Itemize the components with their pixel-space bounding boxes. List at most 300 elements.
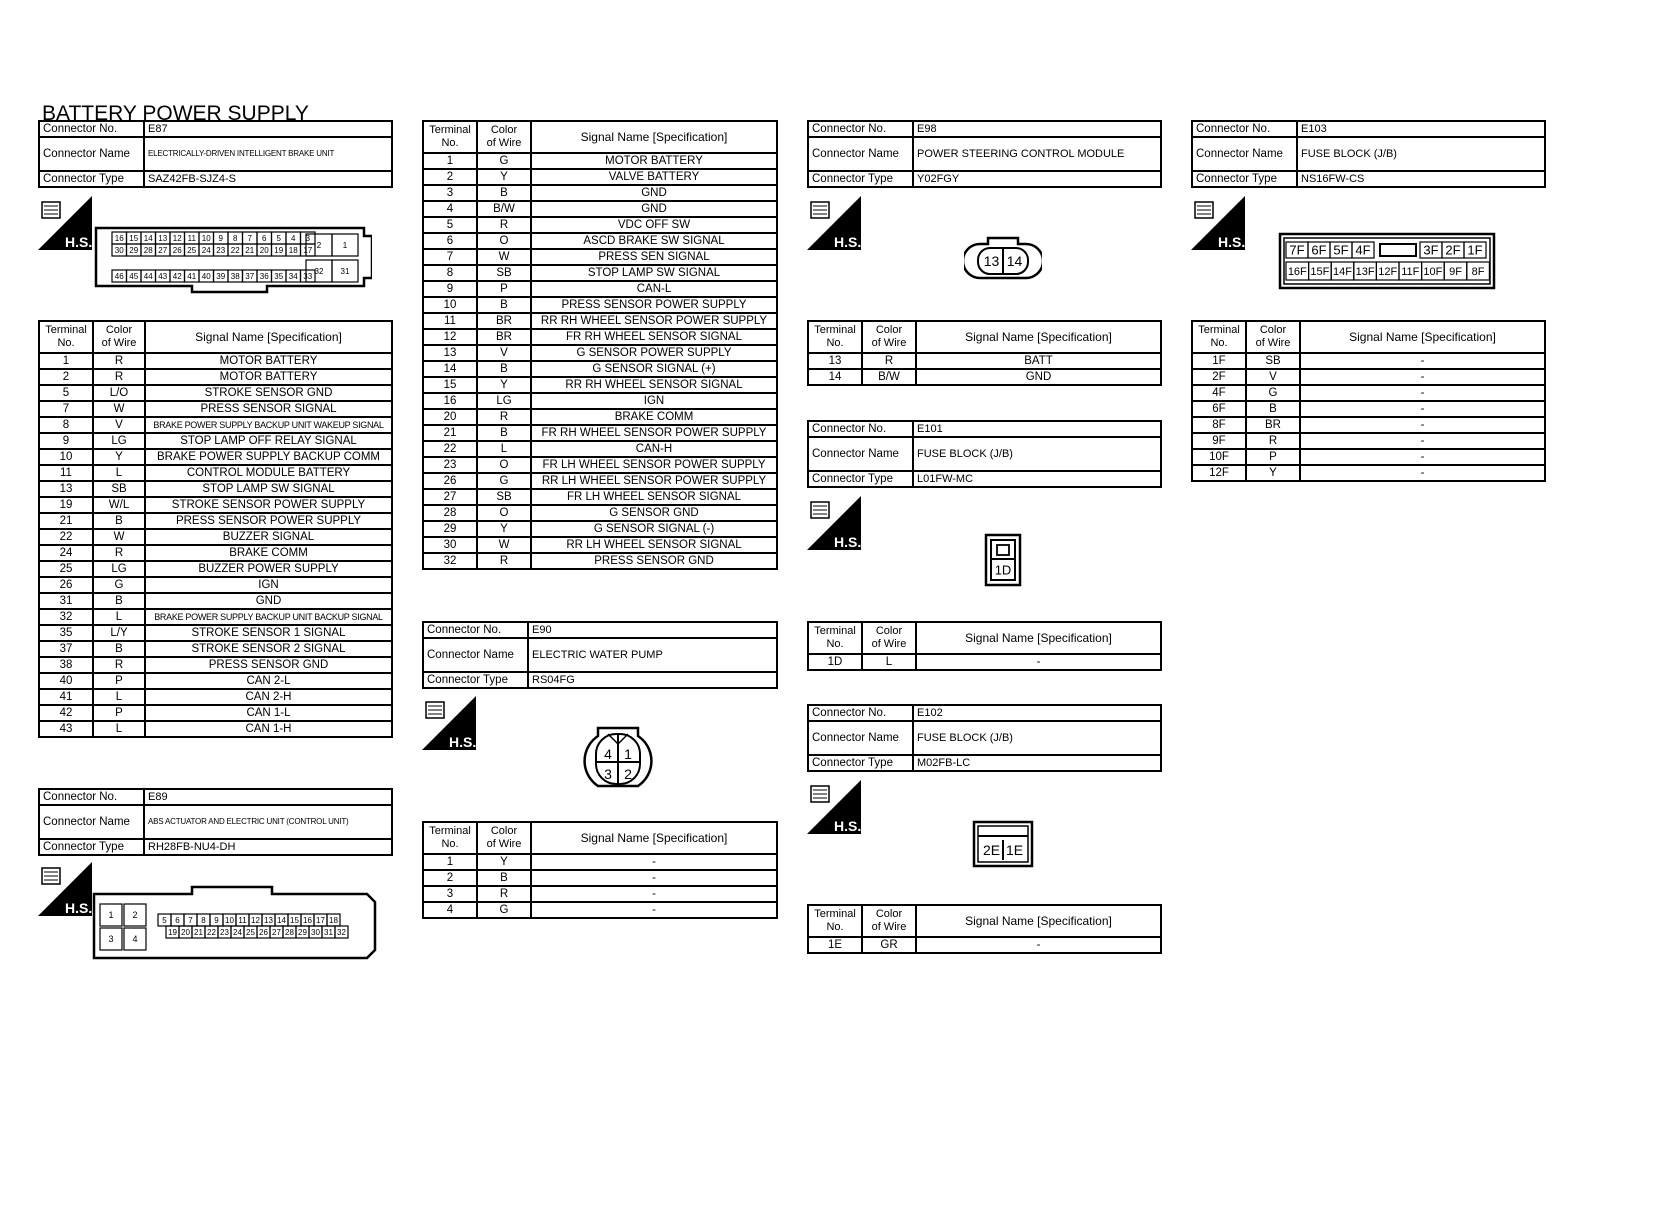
signal-name-cell: VDC OFF SW (531, 217, 777, 233)
pin-label: 21 (194, 927, 203, 937)
wire-color-cell: B (93, 513, 145, 529)
signal-name-cell: CAN-L (531, 281, 777, 297)
wire-color-cell: W/L (93, 497, 145, 513)
pin-label: 2 (624, 766, 632, 783)
hs-label: H.S. (834, 818, 861, 834)
wire-color-cell: L (477, 441, 531, 457)
terminal-no-cell: 15 (423, 377, 477, 393)
connector-no-label: Connector No. (39, 121, 144, 137)
terminal-header: Terminal No. (808, 321, 862, 353)
pin-label: 3F (1423, 242, 1439, 258)
table-row (1192, 433, 1545, 449)
signal-name-cell: RR RH WHEEL SENSOR SIGNAL (531, 377, 777, 393)
connector-no-value: E101 (913, 421, 1161, 437)
pin-label: 6 (175, 915, 180, 925)
terminal-no-cell: 23 (423, 457, 477, 473)
signal-name-cell: STOP LAMP SW SIGNAL (531, 265, 777, 281)
pin-label: 3 (305, 233, 310, 243)
table-row (39, 545, 392, 561)
connector-name-value: ABS ACTUATOR AND ELECTRIC UNIT (CONTROL UNIT) (144, 805, 392, 839)
signal-name-cell: CAN 1-L (145, 705, 392, 721)
hs-label: H.S. (1218, 234, 1245, 250)
connector-no-value: E90 (528, 622, 777, 638)
terminal-no-cell: 26 (39, 577, 93, 593)
terminal-no-cell: 11 (423, 313, 477, 329)
table-row (423, 553, 777, 569)
hs-label: H.S. (65, 900, 92, 916)
wire-color-cell: R (93, 657, 145, 673)
wire-color-cell: G (477, 473, 531, 489)
connector-no-label: Connector No. (423, 622, 528, 638)
table-row (1192, 401, 1545, 417)
wire-color-cell: G (93, 577, 145, 593)
pin-label: 1E (1005, 842, 1024, 859)
pin-label: 10 (201, 233, 211, 243)
terminal-no-cell: 10 (423, 297, 477, 313)
connector-name-value: FUSE BLOCK (J/B) (913, 721, 1161, 755)
terminal-no-cell: 27 (423, 489, 477, 505)
pin-label: 31 (340, 266, 350, 276)
signal-name-cell: CONTROL MODULE BATTERY (145, 465, 392, 481)
color-header: Color of Wire (862, 321, 916, 353)
signal-name-cell: BATT (916, 353, 1161, 369)
terminal-no-cell: 26 (423, 473, 477, 489)
signal-header: Signal Name [Specification] (1300, 321, 1545, 353)
terminal-header: Terminal No. (423, 822, 477, 854)
connector-info-e101 (807, 420, 1162, 488)
pin-label: 4 (291, 233, 296, 243)
wire-color-cell: P (1246, 449, 1300, 465)
wire-color-cell: LG (477, 393, 531, 409)
signal-name-cell: CAN 1-H (145, 721, 392, 737)
table-row (39, 369, 392, 385)
table-row (423, 870, 777, 886)
wire-color-cell: SB (93, 481, 145, 497)
pin-label: 6F (1311, 242, 1327, 258)
connector-e103-diagram (1278, 232, 1496, 290)
wire-color-cell: BR (477, 329, 531, 345)
wire-color-cell: B (477, 870, 531, 886)
terminal-no-cell: 16 (423, 393, 477, 409)
table-row (39, 385, 392, 401)
table-row (808, 654, 1161, 670)
connector-name-label: Connector Name (423, 638, 528, 672)
pin-label: 28 (285, 927, 294, 937)
wire-color-cell: L (93, 689, 145, 705)
table-row (423, 489, 777, 505)
connector-name-label: Connector Name (39, 137, 144, 171)
signal-name-cell: PRESS SENSOR POWER SUPPLY (531, 297, 777, 313)
pin-label: 25 (187, 245, 197, 255)
terminal-table-e103 (1191, 320, 1546, 482)
pin-label: 13 (158, 233, 168, 243)
pin-label: 14 (1006, 253, 1023, 270)
signal-name-cell: IGN (531, 393, 777, 409)
connector-no-value: E102 (913, 705, 1161, 721)
table-row (423, 345, 777, 361)
wire-color-cell: BR (1246, 417, 1300, 433)
terminal-no-cell: 22 (423, 441, 477, 457)
pin-label: 31 (324, 927, 333, 937)
terminal-no-cell: 14 (423, 361, 477, 377)
wire-color-cell: Y (93, 449, 145, 465)
connector-e89-diagram (92, 884, 377, 968)
table-row (39, 433, 392, 449)
terminal-no-cell: 31 (39, 593, 93, 609)
terminal-no-cell: 41 (39, 689, 93, 705)
table-row (423, 457, 777, 473)
table-row (39, 625, 392, 641)
connector-info-e90 (422, 621, 778, 689)
signal-name-cell: BRAKE COMM (531, 409, 777, 425)
signal-name-cell: - (1300, 465, 1545, 481)
pin-label: 3 (604, 766, 612, 783)
signal-name-cell: ASCD BRAKE SW SIGNAL (531, 233, 777, 249)
pin-label: 5 (276, 233, 281, 243)
signal-name-cell: RR LH WHEEL SENSOR POWER SUPPLY (531, 473, 777, 489)
hs-label: H.S. (834, 534, 861, 550)
pin-label: 8 (201, 915, 206, 925)
connector-info-e98 (807, 120, 1162, 188)
pin-label: 41 (187, 271, 197, 281)
connector-no-value: E89 (144, 789, 392, 805)
hs-label: H.S. (834, 234, 861, 250)
connector-name-label: Connector Name (808, 437, 913, 471)
pin-label: 46 (114, 271, 124, 281)
pin-label: 37 (245, 271, 255, 281)
pin-label: 29 (298, 927, 307, 937)
harness-side-icon (38, 196, 92, 250)
connector-type-value: L01FW-MC (913, 471, 1161, 487)
wire-color-cell: L (93, 609, 145, 625)
table-row (808, 353, 1161, 369)
harness-side-icon (1191, 196, 1245, 250)
pin-label: 12F (1378, 265, 1398, 278)
connector-info-e103 (1191, 120, 1546, 188)
signal-name-cell: - (531, 854, 777, 870)
table-row (39, 465, 392, 481)
terminal-no-cell: 4F (1192, 385, 1246, 401)
terminal-no-cell: 25 (39, 561, 93, 577)
pin-label: 15 (129, 233, 139, 243)
signal-name-cell: G SENSOR POWER SUPPLY (531, 345, 777, 361)
connector-type-label: Connector Type (1192, 171, 1297, 187)
wire-color-cell: Y (477, 854, 531, 870)
terminal-no-cell: 4 (423, 201, 477, 217)
signal-name-cell: FR LH WHEEL SENSOR POWER SUPPLY (531, 457, 777, 473)
pin-label: 20 (181, 927, 190, 937)
signal-name-cell: G SENSOR GND (531, 505, 777, 521)
pin-label: 11 (187, 233, 196, 243)
pin-label: 10F (1423, 265, 1443, 278)
connector-e101-diagram (984, 533, 1022, 587)
wire-color-cell: LG (93, 561, 145, 577)
terminal-no-cell: 10F (1192, 449, 1246, 465)
terminal-no-cell: 30 (423, 537, 477, 553)
signal-name-cell: GND (531, 185, 777, 201)
terminal-no-cell: 32 (39, 609, 93, 625)
terminal-no-cell: 6F (1192, 401, 1246, 417)
table-row (39, 705, 392, 721)
signal-name-cell: G SENSOR SIGNAL (-) (531, 521, 777, 537)
table-row (39, 481, 392, 497)
wire-color-cell: P (477, 281, 531, 297)
pin-label: 39 (216, 271, 226, 281)
table-row (1192, 417, 1545, 433)
table-row (423, 281, 777, 297)
signal-name-cell: IGN (145, 577, 392, 593)
pin-label: 19 (274, 245, 284, 255)
terminal-header: Terminal No. (1192, 321, 1246, 353)
terminal-no-cell: 9F (1192, 433, 1246, 449)
terminal-no-cell: 24 (39, 545, 93, 561)
table-row (423, 377, 777, 393)
wire-color-cell: R (93, 353, 145, 369)
connector-no-value: E87 (144, 121, 392, 137)
signal-header: Signal Name [Specification] (916, 622, 1161, 654)
pin-label: 12 (251, 915, 260, 925)
table-row (39, 561, 392, 577)
terminal-no-cell: 8 (39, 417, 93, 433)
harness-side-icon (807, 196, 861, 250)
table-row (423, 265, 777, 281)
terminal-table-e98 (807, 320, 1162, 386)
pin-label: 13 (264, 915, 273, 925)
pin-label: 16 (303, 915, 312, 925)
connector-name-value: FUSE BLOCK (J/B) (913, 437, 1161, 471)
terminal-table-e90 (422, 821, 778, 919)
terminal-header: Terminal No. (808, 905, 862, 937)
table-row (423, 169, 777, 185)
table-row (423, 329, 777, 345)
terminal-no-cell: 9 (39, 433, 93, 449)
wire-color-cell: W (477, 537, 531, 553)
pin-label: 26 (259, 927, 268, 937)
terminal-no-cell: 14 (808, 369, 862, 385)
signal-name-cell: PRESS SENSOR SIGNAL (145, 401, 392, 417)
pin-label: 2E (982, 842, 1001, 859)
signal-name-cell: G SENSOR SIGNAL (+) (531, 361, 777, 377)
table-row (423, 505, 777, 521)
connector-e87-diagram (92, 222, 372, 294)
terminal-no-cell: 28 (423, 505, 477, 521)
wire-color-cell: V (93, 417, 145, 433)
signal-name-cell: GND (145, 593, 392, 609)
pin-label: 38 (230, 271, 240, 281)
connector-no-value: E98 (913, 121, 1161, 137)
pin-label: 32 (337, 927, 346, 937)
signal-name-cell: PRESS SEN SIGNAL (531, 249, 777, 265)
signal-name-cell: - (531, 902, 777, 918)
terminal-no-cell: 3 (423, 886, 477, 902)
terminal-no-cell: 6 (423, 233, 477, 249)
table-row (39, 657, 392, 673)
pin-label: 18 (288, 245, 298, 255)
connector-no-label: Connector No. (808, 121, 913, 137)
pin-label: 4 (604, 746, 612, 763)
wire-color-cell: P (93, 705, 145, 721)
table-row (423, 425, 777, 441)
table-row (423, 153, 777, 169)
signal-name-cell: - (1300, 369, 1545, 385)
wire-color-cell: V (477, 345, 531, 361)
pin-label: 25 (246, 927, 255, 937)
hs-label: H.S. (449, 734, 476, 750)
terminal-no-cell: 7 (39, 401, 93, 417)
terminal-no-cell: 8 (423, 265, 477, 281)
signal-name-cell: BUZZER SIGNAL (145, 529, 392, 545)
terminal-no-cell: 1 (39, 353, 93, 369)
table-row (423, 393, 777, 409)
hs-label: H.S. (65, 234, 92, 250)
pin-label: 9 (218, 233, 223, 243)
terminal-no-cell: 32 (423, 553, 477, 569)
wire-color-cell: L (93, 721, 145, 737)
terminal-no-cell: 1D (808, 654, 862, 670)
pin-label: 8 (233, 233, 238, 243)
pin-label: 14F (1333, 265, 1352, 278)
terminal-no-cell: 21 (423, 425, 477, 441)
pin-label: 11F (1401, 265, 1420, 278)
signal-header: Signal Name [Specification] (531, 822, 777, 854)
signal-name-cell: CAN-H (531, 441, 777, 457)
connector-type-value: SAZ42FB-SJZ4-S (144, 171, 392, 187)
connector-name-label: Connector Name (39, 805, 144, 839)
wire-color-cell: Y (1246, 465, 1300, 481)
signal-name-cell: MOTOR BATTERY (145, 353, 392, 369)
terminal-no-cell: 8F (1192, 417, 1246, 433)
wire-color-cell: SB (477, 489, 531, 505)
connector-no-label: Connector No. (1192, 121, 1297, 137)
table-row (1192, 353, 1545, 369)
terminal-no-cell: 2F (1192, 369, 1246, 385)
table-row (423, 409, 777, 425)
terminal-no-cell: 2 (423, 169, 477, 185)
table-row (423, 361, 777, 377)
table-row (423, 886, 777, 902)
wire-color-cell: B (93, 593, 145, 609)
connector-type-label: Connector Type (39, 171, 144, 187)
table-row (423, 297, 777, 313)
wire-color-cell: W (93, 529, 145, 545)
pin-label: 2 (132, 910, 138, 921)
signal-name-cell: CAN 2-H (145, 689, 392, 705)
harness-side-icon (807, 780, 861, 834)
signal-name-cell: BRAKE POWER SUPPLY BACKUP UNIT WAKEUP SIGNAL (145, 417, 392, 433)
wire-color-cell: L (862, 654, 916, 670)
signal-name-cell: - (1300, 385, 1545, 401)
signal-name-cell: STROKE SENSOR GND (145, 385, 392, 401)
table-row (1192, 449, 1545, 465)
wire-color-cell: B (1246, 401, 1300, 417)
pin-label: 8F (1471, 265, 1485, 278)
signal-header: Signal Name [Specification] (145, 321, 392, 353)
pin-label: 17 (303, 245, 313, 255)
wire-color-cell: GR (862, 937, 916, 953)
pin-label: 23 (220, 927, 229, 937)
connector-type-label: Connector Type (808, 171, 913, 187)
wire-color-cell: R (93, 369, 145, 385)
connector-name-value: ELECTRICALLY-DRIVEN INTELLIGENT BRAKE UNIT (144, 137, 392, 171)
pin-label: 4F (1355, 242, 1371, 258)
table-row (39, 449, 392, 465)
signal-name-cell: VALVE BATTERY (531, 169, 777, 185)
pin-label: 32 (314, 266, 324, 276)
wire-color-cell: SB (477, 265, 531, 281)
signal-name-cell: - (1300, 433, 1545, 449)
table-row (423, 201, 777, 217)
harness-side-icon (422, 696, 476, 750)
pin-label: 45 (129, 271, 139, 281)
pin-label: 1 (108, 910, 114, 921)
table-row (423, 902, 777, 918)
connector-type-value: RS04FG (528, 672, 777, 688)
terminal-table-e87 (38, 320, 393, 738)
wire-color-cell: LG (93, 433, 145, 449)
pin-label: 29 (129, 245, 139, 255)
table-row (1192, 369, 1545, 385)
terminal-header: Terminal No. (808, 622, 862, 654)
pin-label: 27 (158, 245, 168, 255)
pin-label: 42 (172, 271, 182, 281)
connector-name-label: Connector Name (808, 137, 913, 171)
pin-label: 21 (245, 245, 255, 255)
harness-side-icon (38, 862, 92, 916)
color-header: Color of Wire (1246, 321, 1300, 353)
pin-label: 33 (303, 271, 313, 281)
table-row (423, 217, 777, 233)
wire-color-cell: BR (477, 313, 531, 329)
connector-no-label: Connector No. (39, 789, 144, 805)
terminal-no-cell: 12F (1192, 465, 1246, 481)
connector-no-value: E103 (1297, 121, 1545, 137)
connector-info-e87 (38, 120, 393, 188)
pin-label: 15 (290, 915, 299, 925)
connector-type-label: Connector Type (808, 755, 913, 771)
wire-color-cell: Y (477, 169, 531, 185)
table-row (423, 313, 777, 329)
wire-color-cell: L/Y (93, 625, 145, 641)
signal-name-cell: FR LH WHEEL SENSOR SIGNAL (531, 489, 777, 505)
terminal-no-cell: 43 (39, 721, 93, 737)
terminal-no-cell: 20 (423, 409, 477, 425)
table-row (39, 497, 392, 513)
table-row (1192, 465, 1545, 481)
color-header: Color of Wire (862, 622, 916, 654)
connector-e90-diagram (580, 724, 656, 794)
signal-name-cell: BRAKE POWER SUPPLY BACKUP UNIT BACKUP SIGNAL (145, 609, 392, 625)
wire-color-cell: V (1246, 369, 1300, 385)
signal-name-cell: FR RH WHEEL SENSOR SIGNAL (531, 329, 777, 345)
pin-label: 14 (143, 233, 153, 243)
table-row (423, 537, 777, 553)
terminal-no-cell: 2 (39, 369, 93, 385)
pin-label: 34 (288, 271, 298, 281)
connector-name-value: FUSE BLOCK (J/B) (1297, 137, 1545, 171)
terminal-no-cell: 5 (423, 217, 477, 233)
pin-label: 5F (1333, 242, 1349, 258)
harness-side-icon (807, 496, 861, 550)
signal-name-cell: MOTOR BATTERY (145, 369, 392, 385)
signal-name-cell: PRESS SENSOR GND (531, 553, 777, 569)
signal-name-cell: PRESS SENSOR GND (145, 657, 392, 673)
signal-name-cell: - (1300, 449, 1545, 465)
table-row (423, 249, 777, 265)
table-row (1192, 385, 1545, 401)
terminal-no-cell: 21 (39, 513, 93, 529)
wire-color-cell: W (93, 401, 145, 417)
terminal-no-cell: 1F (1192, 353, 1246, 369)
